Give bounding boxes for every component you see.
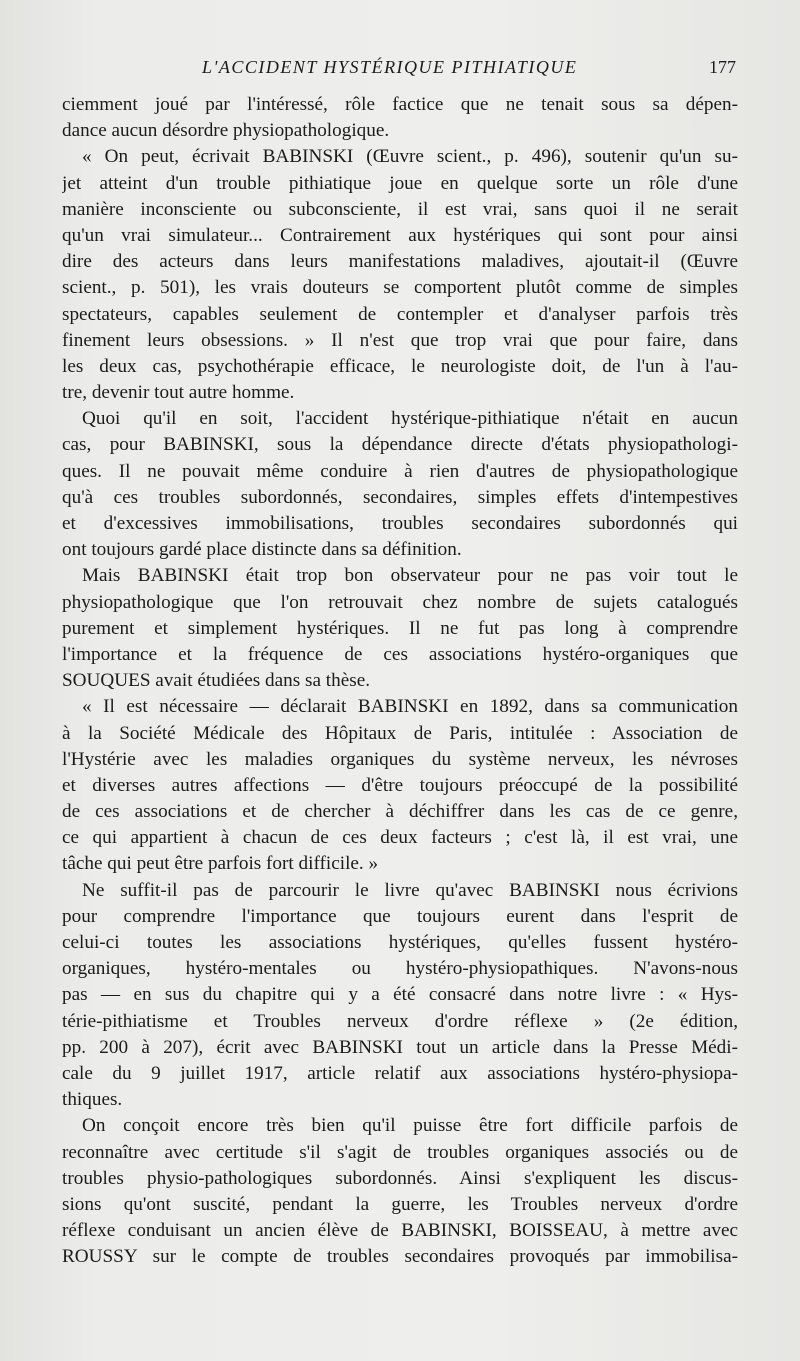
text-line: manière inconsciente ou subconsciente, il est vrai, sans quoi il ne serait <box>62 198 738 220</box>
text-line: physiopathologique que l'on retrouvait chez nombre de sujets catalogués <box>62 591 738 613</box>
page-header <box>62 57 738 81</box>
text-line: et diverses autres affections — d'être toujours préoccupé de la possibilité <box>62 774 738 796</box>
text-line: à la Société Médicale des Hôpitaux de Paris, intitulée : Association de <box>62 722 738 744</box>
text-line: cas, pour BABINSKI, sous la dépendance directe d'états physiopathologi- <box>62 434 738 456</box>
text-line: « On peut, écrivait BABINSKI (Œuvre scient., p. 496), soutenir qu'un su- <box>82 146 738 168</box>
text-line: tre, devenir tout autre homme. <box>62 382 295 404</box>
text-line: pp. 200 à 207), écrit avec BABINSKI tout un article dans la Presse Médi- <box>62 1036 738 1058</box>
text-line: les deux cas, psychothérapie efficace, le neurologiste doit, de l'un à l'au- <box>62 355 738 377</box>
text-line: jet atteint d'un trouble pithiatique joue en quelque sorte un rôle d'une <box>62 172 738 194</box>
text-line: sions qu'ont suscité, pendant la guerre, les Troubles nerveux d'ordre <box>62 1193 738 1215</box>
text-line: ques. Il ne pouvait même conduire à rien d'autres de physiopathologique <box>62 460 738 482</box>
text-line: celui-ci toutes les associations hystériques, qu'elles fussent hystéro- <box>62 932 738 953</box>
text-line: purement et simplement hystériques. Il ne fut pas long à comprendre <box>62 617 738 639</box>
text-line: ont toujours gardé place distincte dans sa définition. <box>62 539 462 561</box>
text-line: Ne suffit-il pas de parcourir le livre qu'avec BABINSKI nous écrivions <box>82 879 738 901</box>
text-line: scient., p. 501), les vrais douteurs se comportent plutôt comme de simples <box>62 277 738 299</box>
text-line: On conçoit encore très bien qu'il puisse être fort difficile parfois de <box>82 1115 738 1137</box>
page-number: 177 <box>709 57 736 77</box>
text-line: Mais BABINSKI était trop bon observateur pour ne pas voir tout le <box>82 565 738 587</box>
text-line: « Il est nécessaire — déclarait BABINSKI en 1892, dans sa communication <box>82 696 738 718</box>
text-line: qu'à ces troubles subordonnés, secondaires, simples effets d'intempestives <box>62 486 738 508</box>
text-line: finement leurs obsessions. » Il n'est que trop vrai que pour faire, dans <box>62 329 738 351</box>
text-line: qu'un vrai simulateur... Contrairement aux hystériques qui sont pour ainsi <box>62 224 738 246</box>
text-line: térie-pithiatisme et Troubles nerveux d'ordre réflexe » (2e édition, <box>62 1010 738 1032</box>
text-line: thiques. <box>62 1089 123 1111</box>
text-line: pas — en sus du chapitre qui y a été consacré dans notre livre : « Hys- <box>62 984 738 1006</box>
text-line: tâche qui peut être parfois fort difficile. » <box>62 853 379 875</box>
text-line: dance aucun désordre physiopathologique. <box>62 120 390 142</box>
text-line: troubles physio-pathologiques subordonnés. Ainsi s'expliquent les discus- <box>62 1167 738 1189</box>
text-line: ROUSSY sur le compte de troubles secondaires provoqués par immobilisa- <box>62 1246 738 1268</box>
text-line: SOUQUES avait étudiées dans sa thèse. <box>62 670 371 692</box>
text-line: réflexe conduisant un ancien élève de BABINSKI, BOISSEAU, à mettre avec <box>62 1220 738 1242</box>
text-line: spectateurs, capables seulement de contempler et d'analyser parfois très <box>62 303 738 325</box>
text-line: l'Hystérie avec les maladies organiques du système nerveux, les névroses <box>62 748 738 770</box>
text-line: pour comprendre l'importance que toujours eurent dans l'esprit de <box>62 905 738 927</box>
text-line: ciemment joué par l'intéressé, rôle factice que ne tenait sous sa dépen- <box>62 94 738 115</box>
running-title: L'ACCIDENT HYSTÉRIQUE PITHIATIQUE <box>202 57 578 77</box>
text-line: ce qui appartient à chacun de ces deux facteurs ; c'est là, il est vrai, une <box>62 827 738 849</box>
text-line: reconnaître avec certitude s'il s'agit de troubles organiques associés ou de <box>62 1141 738 1163</box>
text-line: l'importance et la fréquence de ces associations hystéro-organiques que <box>62 643 738 665</box>
text-line: cale du 9 juillet 1917, article relatif aux associations hystéro-physiopa- <box>62 1062 738 1084</box>
body-text <box>62 92 738 1270</box>
text-line: et d'excessives immobilisations, troubles secondaires subordonnés qui <box>62 513 738 534</box>
text-line: dire des acteurs dans leurs manifestations maladives, ajoutait-il (Œuvre <box>62 251 738 273</box>
text-line: organiques, hystéro-mentales ou hystéro-physiopathiques. N'avons-nous <box>62 958 738 980</box>
text-line: de ces associations et de chercher à déchiffrer dans les cas de ce genre, <box>62 801 738 823</box>
text-line: Quoi qu'il en soit, l'accident hystérique-pithiatique n'était en aucun <box>82 408 738 430</box>
